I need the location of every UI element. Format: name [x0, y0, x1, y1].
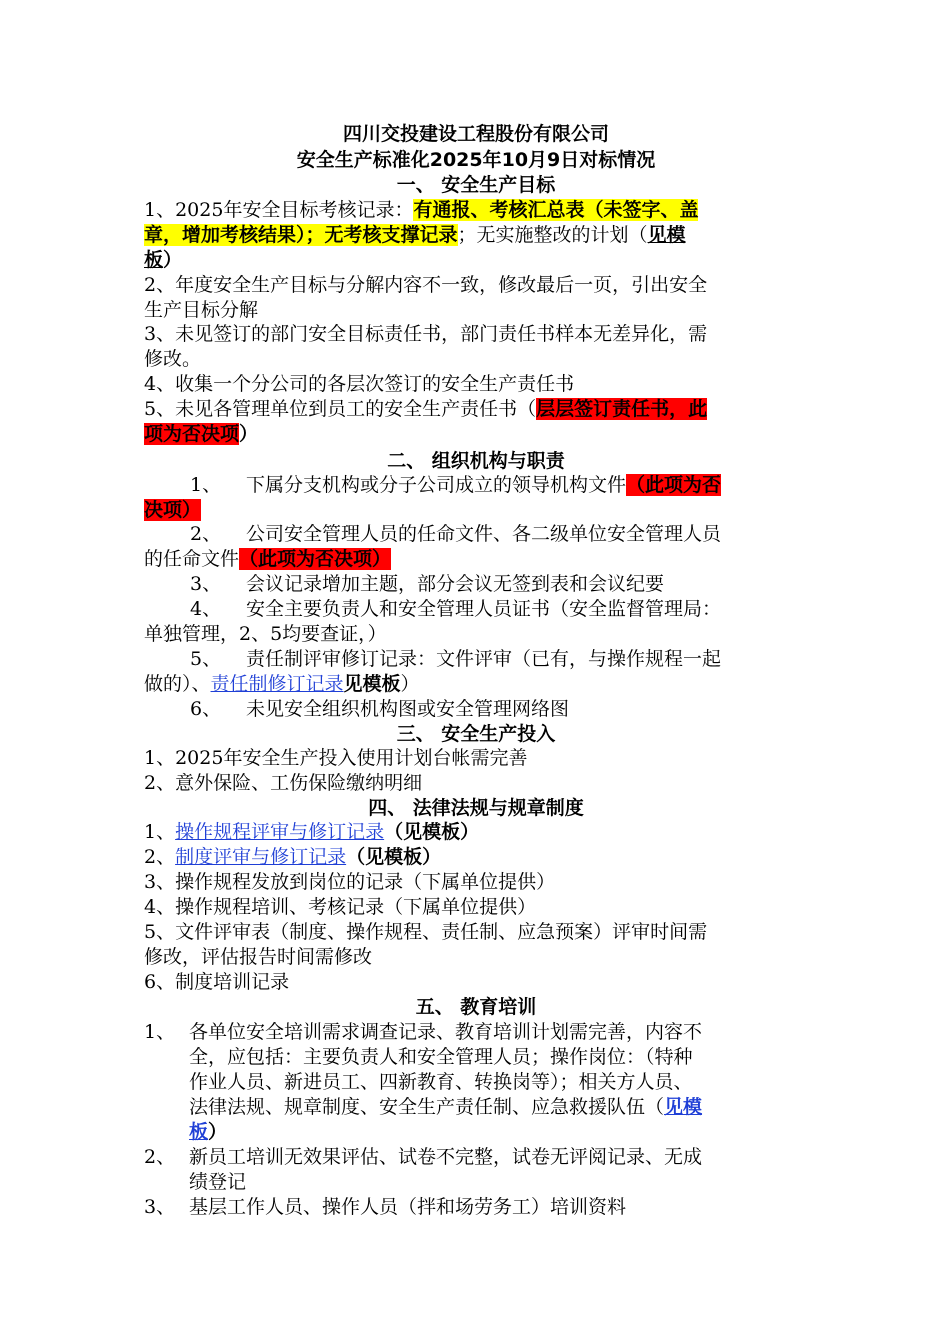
s2-item-6 — [144, 697, 854, 722]
s2-item-5-close: ） — [400, 673, 420, 695]
s2-item-4-line2: 单独管理，2、5均要查证，） — [144, 623, 387, 645]
s1-item-1-text: 1、2025年安全目标考核记录： — [144, 199, 414, 221]
s2-item-6-number: 6、 — [190, 698, 222, 720]
s5-item-1-number: 1、 — [144, 1021, 176, 1043]
s5-item-2-text: 新员工培训无效果评估、试卷不完整，试卷无评阅记录、无成 — [189, 1146, 703, 1168]
s2-item-5-template-ref: 见模板 — [343, 673, 401, 695]
s2-item-1-text: 下属分支机构或分子公司成立的领导机构文件 — [246, 474, 627, 496]
s1-item-1-text-cont: ；无实施整改的计划（ — [457, 224, 648, 246]
s1-item-5-line1 — [144, 397, 808, 422]
s2-item-1-line1 — [144, 473, 854, 498]
section-heading-4: 四、 法律法规与规章制度 — [368, 797, 584, 819]
system-review-record-link[interactable]: 制度评审与修订记录 — [175, 846, 347, 868]
s5-item-2-line2: 绩登记 — [189, 1171, 247, 1193]
s5-item-2-line1 — [144, 1145, 808, 1170]
s5-item-1-close: ） — [208, 1121, 228, 1143]
s1-item-1-template-ref[interactable]: 见模 — [647, 224, 686, 246]
section-heading-5: 五、 教育培训 — [415, 996, 537, 1018]
document-title: 四川交投建设工程股份有限公司 — [342, 123, 609, 145]
s4-item-2-template-ref: （见模板） — [346, 846, 442, 868]
s5-item-3-number: 3、 — [144, 1196, 176, 1218]
s4-item-5-line1: 5、文件评审表（制度、操作规程、责任制、应急预案）评审时间需 — [144, 921, 708, 943]
s2-item-2-number: 2、 — [190, 523, 222, 545]
s1-item-3-line1: 3、未见签订的部门安全目标责任书，部门责任书样本无差异化，需 — [144, 323, 708, 345]
section-heading-1: 一、 安全生产目标 — [396, 174, 556, 196]
s5-item-2-number: 2、 — [144, 1146, 176, 1168]
s1-item-5-close: ） — [239, 423, 259, 445]
s1-item-1-close: ） — [163, 249, 183, 271]
s2-item-1-number: 1、 — [190, 474, 222, 496]
s5-item-1-text-cont: 法律法规、规章制度、安全生产责任制、应急救援队伍（ — [189, 1096, 665, 1118]
s2-item-5-line2 — [144, 672, 808, 697]
s2-item-6-text: 未见安全组织机构图或安全管理网络图 — [246, 698, 570, 720]
s2-item-2-text: 公司安全管理人员的任命文件、各二级单位安全管理人员 — [246, 523, 722, 545]
s5-item-1-line2: 全，应包括：主要负责人和安全管理人员；操作岗位：（特种 — [189, 1046, 693, 1068]
s3-item-1: 1、2025年安全生产投入使用计划台帐需完善 — [144, 747, 528, 769]
s5-item-3-text: 基层工作人员、操作人员（拌和场劳务工）培训资料 — [189, 1196, 627, 1218]
s5-item-1-line1 — [144, 1020, 808, 1045]
s1-item-2-line1: 2、年度安全生产目标与分解内容不一致，修改最后一页，引出安全 — [144, 274, 708, 296]
s4-item-1-template-ref: （见模板） — [384, 821, 480, 843]
s1-item-1-template-ref-cont[interactable]: 板 — [144, 249, 164, 271]
s4-item-6: 6、制度培训记录 — [144, 971, 290, 993]
s4-item-2 — [144, 845, 808, 870]
s2-item-5-text: 责任制评审修订记录：文件评审（已有，与操作规程一起 — [246, 648, 722, 670]
s4-item-4: 4、操作规程培训、考核记录（下属单位提供） — [144, 896, 537, 918]
s2-item-5-line1 — [144, 647, 854, 672]
section-heading-2: 二、 组织机构与职责 — [387, 450, 565, 472]
s2-item-3 — [144, 572, 854, 597]
s5-item-1-template-link[interactable]: 见模 — [664, 1096, 703, 1118]
s1-item-5-veto-highlight: 层层签订责任书，此 — [536, 398, 708, 420]
s2-item-5-number: 5、 — [190, 648, 222, 670]
s2-item-1-line2 — [144, 498, 808, 523]
s1-item-4: 4、收集一个分公司的各层次签订的安全生产责任书 — [144, 373, 575, 395]
s5-item-1-line3: 作业人员、新进员工、四新教育、转换岗等）；相关方人员、 — [189, 1071, 693, 1093]
s1-item-1-line1 — [144, 198, 808, 223]
s5-item-1-text: 各单位安全培训需求调查记录、教育培训计划需完善，内容不 — [189, 1021, 703, 1043]
responsibility-revision-record-link[interactable]: 责任制修订记录 — [210, 673, 344, 695]
s4-item-1-number: 1、 — [144, 821, 176, 843]
s2-item-4-number: 4、 — [190, 598, 222, 620]
s2-item-1-veto-cont: 决项） — [144, 499, 202, 521]
s4-item-2-number: 2、 — [144, 846, 176, 868]
s4-item-1 — [144, 820, 808, 845]
s1-item-5-text: 5、未见各管理单位到员工的安全生产责任书（ — [144, 398, 537, 420]
s5-item-1-line4 — [144, 1095, 853, 1120]
section-heading-3: 三、 安全生产投入 — [396, 723, 556, 745]
s1-item-2-line2: 生产目标分解 — [144, 299, 259, 321]
document-subtitle: 安全生产标准化2025年10月9日对标情况 — [296, 149, 656, 171]
s1-item-5-veto-highlight-cont: 项为否决项 — [144, 423, 240, 445]
s1-item-5-line2 — [144, 422, 808, 447]
s3-item-2: 2、意外保险、工伤保险缴纳明细 — [144, 772, 423, 794]
s1-item-3-line2: 修改。 — [144, 348, 202, 370]
s2-item-2-line1 — [144, 522, 854, 547]
s2-item-2-line2 — [144, 547, 808, 572]
s1-item-1-highlight-cont: 章，增加考核结果）；无考核支撑记录 — [144, 224, 458, 246]
s1-item-1-line3 — [144, 248, 808, 273]
s2-item-3-number: 3、 — [190, 573, 222, 595]
s2-item-2-veto: （此项为否决项） — [239, 548, 392, 570]
s2-item-3-text: 会议记录增加主题，部分会议无签到表和会议纪要 — [246, 573, 665, 595]
s5-item-1-line5 — [144, 1120, 853, 1145]
s1-item-1-line2 — [144, 223, 808, 248]
s4-item-3: 3、操作规程发放到岗位的记录（下属单位提供） — [144, 871, 556, 893]
s2-item-4-line1 — [144, 597, 854, 622]
s1-item-1-highlight: 有通报、考核汇总表（未签字、盖 — [413, 199, 699, 221]
operating-procedure-review-record-link[interactable]: 操作规程评审与修订记录 — [175, 821, 385, 843]
s2-item-1-veto: （此项为否 — [626, 474, 722, 496]
s2-item-2-text-cont: 的任命文件 — [144, 548, 240, 570]
s2-item-4-text: 安全主要负责人和安全管理人员证书（安全监督管理局： — [246, 598, 722, 620]
s2-item-5-text-cont: 做的）、 — [144, 673, 211, 695]
s4-item-5-line2: 修改，评估报告时间需修改 — [144, 946, 373, 968]
s5-item-1-template-link-cont[interactable]: 板 — [189, 1121, 209, 1143]
s5-item-3 — [144, 1195, 808, 1220]
